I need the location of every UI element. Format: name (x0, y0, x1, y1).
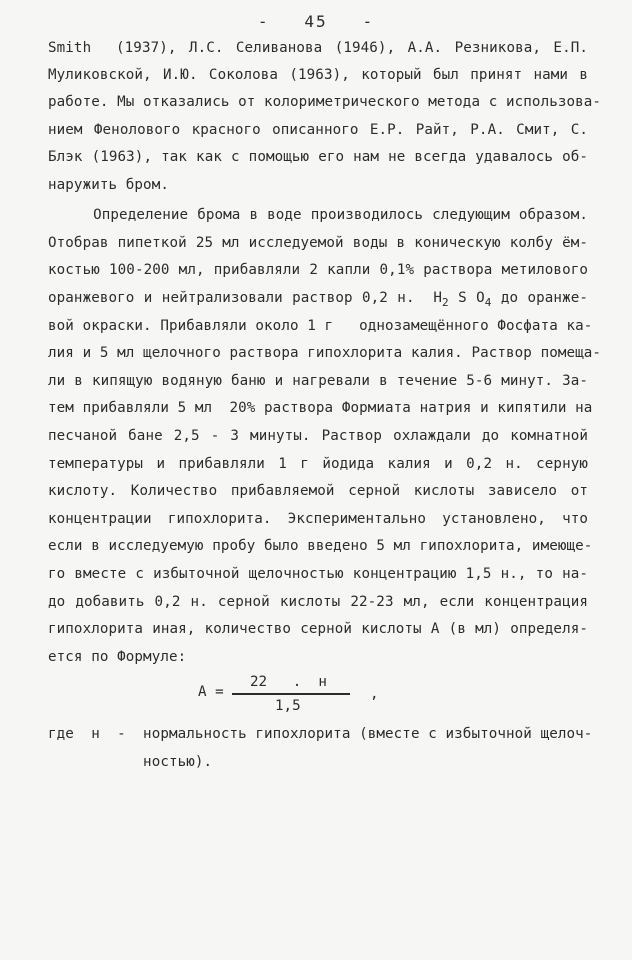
subscript: 2 (441, 296, 449, 309)
text-line: температуры и прибавляли 1 г йодида калия и 0,2 н. серную (48, 456, 588, 472)
text-line: нием Фенолового красного описанного Е.Р. Райт, Р.А. Смит, С. (48, 122, 588, 138)
formula-lhs: А = (198, 684, 224, 700)
text-line: Блэк (1963), так как с помощью его нам не всегда удавалось об- (48, 149, 588, 165)
text-line: концентрации гипохлорита. Экспериментально установлено, что (48, 511, 588, 527)
text-line: наружить бром. (48, 177, 169, 193)
text-line: Smith (1937), Л.С. Селиванова (1946), А.А. Резникова, Е.П. (48, 40, 588, 56)
page-number: - 45 - (257, 12, 375, 31)
line-text: S O (448, 290, 485, 306)
text-line: до добавить 0,2 н. серной кислоты 22-23 мл, если концентрация (48, 594, 588, 610)
text-line: кислоту. Количество прибавляемой серной кислоты зависело от (48, 483, 588, 499)
line-text: оранжевого и нейтрализовали раствор 0,2 н. H (48, 290, 442, 306)
subscript: 4 (484, 296, 492, 309)
formula-denominator: 1,5 (275, 698, 301, 714)
text-line: ностью). (48, 754, 213, 770)
formula-comma: , (370, 686, 379, 702)
formula-numerator: 22 . н (250, 674, 327, 690)
text-line: песчаной бане 2,5 - 3 минуты. Раствор охлаждали до комнатной (48, 428, 588, 444)
text-line: Определение брома в воде производилось следующим образом. (48, 207, 588, 223)
text-line: ется по Формуле: (48, 649, 187, 665)
text-line: тем прибавляли 5 мл 20% раствора Формиата натрия и кипятили на (48, 400, 593, 416)
text-line: ли в кипящую водяную баню и нагревали в течение 5-6 минут. За- (48, 373, 588, 389)
fraction-bar (232, 693, 350, 695)
text-line: Муликовской, И.Ю. Соколова (1963), который был принят нами в (48, 67, 588, 83)
text-line: го вместе с избыточной щелочностью концентрацию 1,5 н., то на- (48, 566, 588, 582)
text-line: лия и 5 мл щелочного раствора гипохлорита калия. Раствор помеща- (48, 345, 602, 361)
text-line: если в исследуемую пробу было введено 5 мл гипохлорита, имеюще- (48, 538, 593, 554)
text-line: работе. Мы отказались от колориметрического метода с использова- (48, 94, 602, 110)
text-line: Отобрав пипеткой 25 мл исследуемой воды в коническую колбу ём- (48, 235, 588, 251)
text-line: вой окраски. Прибавляли около 1 г однозамещённого Фосфата ка- (48, 318, 593, 334)
text-line: гипохлорита иная, количество серной кислоты А (в мл) определя- (48, 621, 588, 637)
line-text: до оранже- (491, 290, 588, 306)
text-line: где н - нормальность гипохлорита (вместе с избыточной щелоч- (48, 726, 593, 742)
text-line: костью 100-200 мл, прибавляли 2 капли 0,1% раствора метилового (48, 262, 588, 278)
